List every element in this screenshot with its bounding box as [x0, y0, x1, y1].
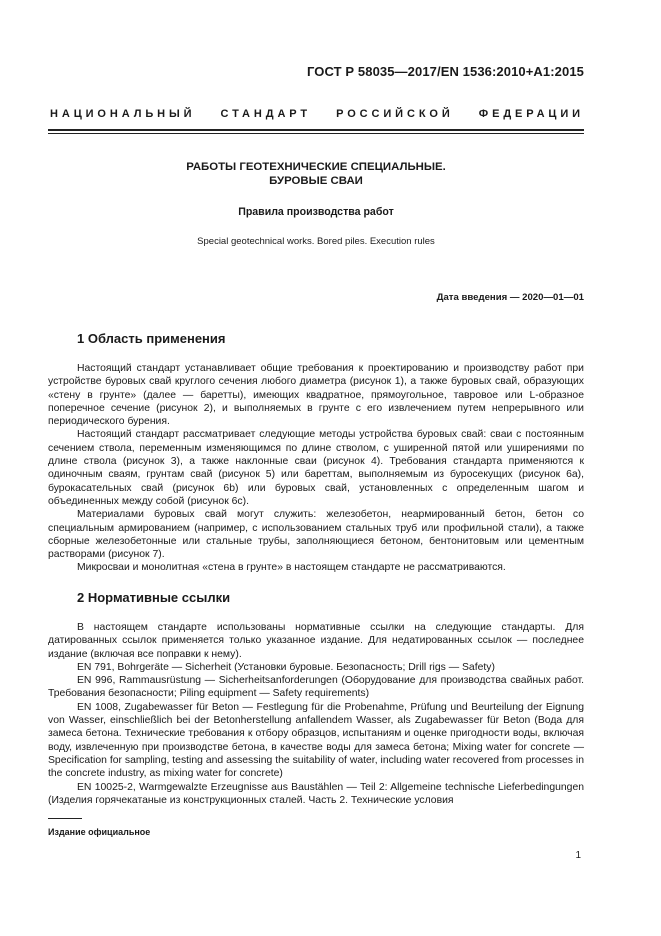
page-number: 1 [575, 850, 581, 861]
section-2-body [48, 621, 584, 807]
national-standard-header [50, 108, 584, 120]
header-word: СТАНДАРТ [220, 108, 312, 120]
reference-item: EN 996, Rammausrüstung — Sicherheitsanforderungen (Оборудование для производства свайных работ. Требования безопасности; Piling equipment — Safety requirements) [48, 675, 584, 700]
paragraph: Микросваи и монолитная «стена в грунте» в настоящем стандарте не рассматриваются. [77, 562, 506, 574]
title-block [48, 160, 584, 247]
document-subtitle: Правила производства работ [238, 206, 394, 218]
header-word: НАЦИОНАЛЬНЫЙ [50, 108, 196, 120]
edition-label: Издание официальное [48, 827, 151, 837]
footer-rule [48, 818, 82, 819]
english-title: Special geotechnical works. Bored piles. Execution rules [197, 236, 435, 247]
paragraph: Настоящий стандарт рассматривает следующие методы устройства буровых свай: сваи с постоянным сечением ствола, переменным изменяющимся по длине стволом, с уширенной пятой или уширениями по длине ствола (рисунок 3), а также наклонные сваи (рисунок 4). Требования стандарта применяются к одиночным сваям, грунтам свай (рисунок 5) или бареттам, выполняемым из буросекущих (рисунок 6a), бурокасательных свай (рисунок 6b) или буровых свай, установленных с определенным шагом и объединенных между собой (рисунок 6c). [48, 429, 584, 507]
document-number: ГОСТ Р 58035—2017/EN 1536:2010+A1:2015 [307, 64, 584, 79]
paragraph: Настоящий стандарт устанавливает общие требования к проектированию и производству работ при устройстве буровых свай круглого сечения любого диаметра (рисунок 1), а также буровых свай, образующих «стену в грунте» (далее — баретты), имеющих квадратное, прямоугольное, тавровое или L-образное поперечное сечение (рисунок 2), и выполняемых в грунте с его извлечением путем непрерывного или периодического бурения. [48, 363, 584, 428]
title-line-1: РАБОТЫ ГЕОТЕХНИЧЕСКИЕ СПЕЦИАЛЬНЫЕ. [186, 161, 446, 173]
paragraph: В настоящем стандарте использованы нормативные ссылки на следующие стандарты. Для датированных ссылок применяется только указанное издание. Для недатированных ссылок — последнее издание (включая все поправки к нему). [48, 622, 584, 660]
header-rule-thick [48, 129, 584, 131]
section-2-heading: 2 Нормативные ссылки [77, 590, 231, 605]
header-word: ФЕДЕРАЦИИ [478, 108, 584, 120]
header-rule-thin [48, 133, 584, 134]
section-1-heading: 1 Область применения [77, 331, 226, 346]
reference-item: EN 791, Bohrgeräte — Sicherheit (Установки буровые. Безопасность; Drill rigs — Safety) [77, 661, 495, 673]
reference-item: EN 10025-2, Warmgewalzte Erzeugnisse aus Baustählen — Teil 2: Allgemeine technische Lieferbedingungen (Изделия горячекатаные из конструкционных сталей. Часть 2. Технические условия [48, 781, 584, 806]
reference-item: EN 1008, Zugabewasser für Beton — Festlegung für die Probenahme, Prüfung und Beurteilung der Eignung von Wasser, einschließlich bei der Betonherstellung anfallendem Wasser, als Zugabewasser für Beton (Вода для замеса бетона. Технические требования к отбору образцов, испытаниям и оценке пригодности воды, включая воду, извлеченную при производстве бетона, в качестве воды для замеса бетона; Mixing water for concrete — Specification for sampling, testing and assessing the suitability of water, including water recovered from processes in the concrete industry, as mixing water for concrete) [48, 701, 584, 780]
header-word: РОССИЙСКОЙ [336, 108, 454, 120]
effective-date: Дата введения — 2020—01—01 [436, 292, 584, 303]
paragraph: Материалами буровых свай могут служить: железобетон, неармированный бетон, бетон со специальным армированием (например, с использованием стальных труб или профильной стали), а также сборные железобетонные или стальные трубы, заполняющиеся бетоном, бентонитовым или цементным растворами (рисунок 7). [48, 509, 584, 561]
title-line-2: БУРОВЫЕ СВАИ [269, 175, 363, 187]
section-1-body [48, 362, 584, 575]
